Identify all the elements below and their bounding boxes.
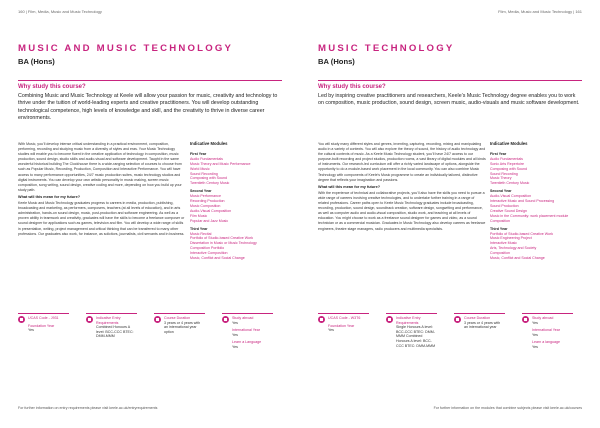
- box-value: Yes: [28, 328, 34, 333]
- clock-icon: [454, 316, 461, 323]
- box-label: International Year: [232, 328, 260, 333]
- box-label: International Year: [532, 328, 560, 333]
- right-page: [300, 0, 600, 428]
- module-item: Arts, Technology and Society: [490, 246, 537, 251]
- box-label: Foundation Year: [28, 323, 55, 328]
- box-value: Single Honours A level: BCC-CCC BTEC: DMM-MMM Combined Honours A level: BCC-CCC BTEC: DMM-MMM: [396, 325, 436, 348]
- globe-icon: [222, 316, 229, 323]
- study-abroad-box: [222, 313, 273, 384]
- module-item: Music Engineering Project: [490, 236, 532, 241]
- page-title: MUSIC TECHNOLOGY: [318, 43, 455, 54]
- degree-label: BA (Hons): [18, 57, 55, 66]
- box-label: Course Duration: [164, 316, 191, 320]
- module-item: Music Theory and Music Performance: [190, 161, 251, 166]
- year-heading: Second Year: [190, 189, 212, 194]
- why-study-heading: Why study this course?: [18, 84, 86, 90]
- box-label: Learn a language: [532, 340, 560, 345]
- year-heading: Second Year: [490, 189, 512, 194]
- module-item: Dissertation in Music or Music Technology: [190, 241, 257, 246]
- module-item: Creative Sound Design: [490, 208, 527, 213]
- section-divider: [18, 80, 282, 81]
- module-item: Music Recital: [190, 231, 212, 236]
- study-abroad-box: [522, 313, 573, 384]
- box-value: 3 years or 4 years with an international year: [464, 320, 501, 330]
- modules-heading: Indicative Modules: [490, 141, 528, 146]
- box-label: UCAS Code - J931: [28, 316, 59, 320]
- module-item: Audio-Visual Composition: [190, 208, 232, 213]
- module-item: Film Music: [190, 213, 208, 218]
- body-paragraph: You will study many different styles and genres, inventing, capturing, recording, mixing and manipulating audio in a variety of contexts. You will also explore the theory of sound, the history of audio technology and the cultural contexts of music. As a Keele Music Technology student, you’ll have 24/7 access to our purpose-built recording and project studios, production rooms, a vast library of digital modules and all kinds of instruments. Our research-led curriculum will offer a richly varied landscape of options, alongside the opportunity to do a module-based work placement in the local community. You can also combine Music Technology with components of Keele’s Music programme to create an individually tailored, distinctive degree that reflects your imagination and passions.: [318, 142, 486, 182]
- why-study-heading: Why study this course?: [318, 84, 386, 90]
- module-item: Recording Production: [190, 199, 225, 204]
- module-item: Sound Recording: [490, 171, 518, 176]
- intro-paragraph: Combining Music and Music Technology at Keele will allow your passion for music, creativity and technology to thrive under the tuition of world-leading experts and creative practitioners. You will develop outstanding technological competence, high levels of knowledge and skill, and the creativity to thrive in diverse career environments.: [18, 93, 278, 121]
- module-item: World Music: [190, 166, 210, 171]
- page-title: MUSIC AND MUSIC TECHNOLOGY: [18, 43, 234, 54]
- ucas-box: [18, 313, 69, 384]
- box-value: 3 years or 4 years with an international year option: [164, 320, 201, 334]
- module-item: Interactive Music: [490, 241, 517, 246]
- module-item: Portfolio of Studio-based Creative Work: [190, 236, 254, 241]
- ucas-box: [318, 313, 369, 384]
- box-label: Course Duration: [464, 316, 491, 320]
- modules-list: [490, 142, 580, 261]
- box-value: Yes: [532, 344, 538, 349]
- body-column: [18, 142, 186, 239]
- year-heading: Third Year: [490, 226, 508, 231]
- module-item: Audio-Visual Composition: [490, 194, 532, 199]
- globe-icon: [522, 316, 529, 323]
- module-item: Music, Conflict and Social Change: [190, 256, 245, 261]
- box-value: Yes: [532, 320, 538, 325]
- duration-box: [154, 313, 205, 384]
- box-value: Yes: [532, 332, 538, 337]
- module-item: Twentieth Century Music: [490, 181, 530, 186]
- footnote: For further information on entry requirements please visit keele.ac.uk/entryrequirements: [18, 406, 158, 410]
- box-label: Foundation Year: [328, 323, 355, 328]
- module-item: Composition: [490, 251, 510, 256]
- module-item: Composing with Sound: [190, 176, 227, 181]
- future-heading: What will this mean for my future?: [318, 184, 381, 189]
- year-heading: First Year: [190, 151, 207, 156]
- module-item: Interactive Composition: [190, 251, 228, 256]
- entry-requirements-icon: [386, 316, 393, 323]
- module-item: Music Composition: [190, 203, 221, 208]
- modules-list: [190, 142, 280, 261]
- body-paragraph: With Music, you’ll develop intense critical understanding in a practical environment, composition, performing, recording and studying music from a diversity of styles and eras. Your Music Technology studies will enable you to become fluent in the creative application of technology in composition, music production, sound design, studio skills and audio-visual and software development. Taught in the same wonderful historical building The Clockhouse there is a wide-ranging selection of courses to choose from such as Popular Music, Recording, Production, Composition and Interactive Performance. You will have access to many performance opportunities, 24/7 music production suites, music technology studios and digital instruments. You can develop your own artistic personality in music making, screen music composition, song writing, sound design, creative coding and more, depending on how you build up your study path.: [18, 142, 182, 192]
- intro-paragraph: Led by inspiring creative practitioners and researchers, Keele’s Music Technology degree enables you to work on composition, music production, sound design, screen music, audio-visuals and music software development.: [318, 93, 580, 107]
- body-column: [318, 142, 486, 234]
- module-item: Portfolio of Studio-based Creative Work: [490, 231, 554, 236]
- box-label: Indicative Entry Requirements: [396, 316, 421, 325]
- module-item: Composing with Sound: [490, 166, 527, 171]
- box-label: Learn a Language: [232, 340, 262, 345]
- module-item: Music Theory: [490, 176, 512, 181]
- section-divider: [318, 80, 582, 81]
- module-item: Audio Fundamentals: [490, 156, 523, 161]
- entry-requirements-icon: [86, 316, 93, 323]
- ucas-icon: [18, 316, 25, 323]
- degree-label: BA (Hons): [318, 57, 355, 66]
- module-item: Composition Portfolio: [190, 246, 225, 251]
- module-item: Music, Conflict and Social Change: [490, 256, 545, 261]
- box-value: Yes: [328, 328, 334, 333]
- module-item: Twentieth Century Music: [190, 181, 230, 186]
- modules-heading: Indicative Modules: [190, 141, 228, 146]
- module-item: Popular and Jazz Music: [190, 218, 229, 223]
- box-label: Indicative Entry Requirements: [96, 316, 121, 325]
- box-label: UCAS Code - W3T6: [328, 316, 361, 320]
- box-value: Yes: [232, 332, 238, 337]
- info-boxes: [318, 313, 582, 385]
- future-heading: What will this mean for my future?: [18, 194, 81, 199]
- box-label: Study abroad: [532, 316, 554, 320]
- module-item: Interactive Music and Sound Processing: [490, 199, 555, 204]
- info-boxes: [18, 313, 282, 385]
- footnote: For further information on the modules that combine subjects please visit keele.ac.uk/courses: [433, 406, 582, 410]
- running-head: Film, Media, Music and Music Technology | 161: [498, 9, 582, 14]
- entry-box: [86, 313, 137, 384]
- ucas-icon: [318, 316, 325, 323]
- module-item: Sonic Arts Repertoire: [490, 161, 524, 166]
- module-item: Music in the Community: work placement module: [490, 213, 569, 218]
- module-item: Sound Recording: [190, 171, 218, 176]
- box-value: Yes: [232, 344, 238, 349]
- module-item: Music Performance: [190, 194, 221, 199]
- body-paragraph: Keele Music and Music Technology graduates progress to careers in media, production, publishing, broadcasting and marketing, as performers, composers, teachers (at all levels of education), and in arts administration, hands-on sound design, music, post-production and software engineering. As well as a proven ability in teamwork and creativity, graduates will have the skills to become a freelance composer or sound designer for applications such as games, television and film. You will develop a wide range of skills in presentation, writing, project management and critical thinking that can be transferred to many other professions. Our graduates also work, for instance, as solicitors, journalists, civil servants and in business.: [18, 201, 185, 236]
- entry-box: [386, 313, 437, 384]
- box-label: Study abroad: [232, 316, 254, 320]
- year-heading: First Year: [490, 151, 507, 156]
- clock-icon: [154, 316, 161, 323]
- running-head: 160 | Film, Media, Music and Music Technology: [18, 9, 102, 14]
- year-heading: Third Year: [190, 226, 208, 231]
- duration-box: [454, 313, 505, 384]
- box-value: Yes: [232, 320, 238, 325]
- module-item: Audio Fundamentals: [190, 156, 223, 161]
- module-item: Sound Production: [490, 203, 519, 208]
- box-value: Combined Honours A level: BCC-CCC BTEC: DMM-MMM: [96, 325, 134, 339]
- body-paragraph: With the experience of technical and collaborative projects, you’ll also have the skills you need to pursue a wide range of careers involving creative technologies, and to undertake further training in a range of related professions. Career paths open to Keele Music Technology graduates include broadcasting, recording, production, sound design, soundtrack creation, software design, songwriting and performance, as well as computer audio and audio-visual composition, studio work, and teaching at all levels of education. You might choose to work as a freelance sound designer for games and video, as a sound technician or as a commercial musician. Graduates in Music Technology also develop careers as freelance engineers, theatre stage managers, radio producers and multimedia specialists.: [318, 190, 486, 231]
- module-item: Composition: [490, 218, 510, 223]
